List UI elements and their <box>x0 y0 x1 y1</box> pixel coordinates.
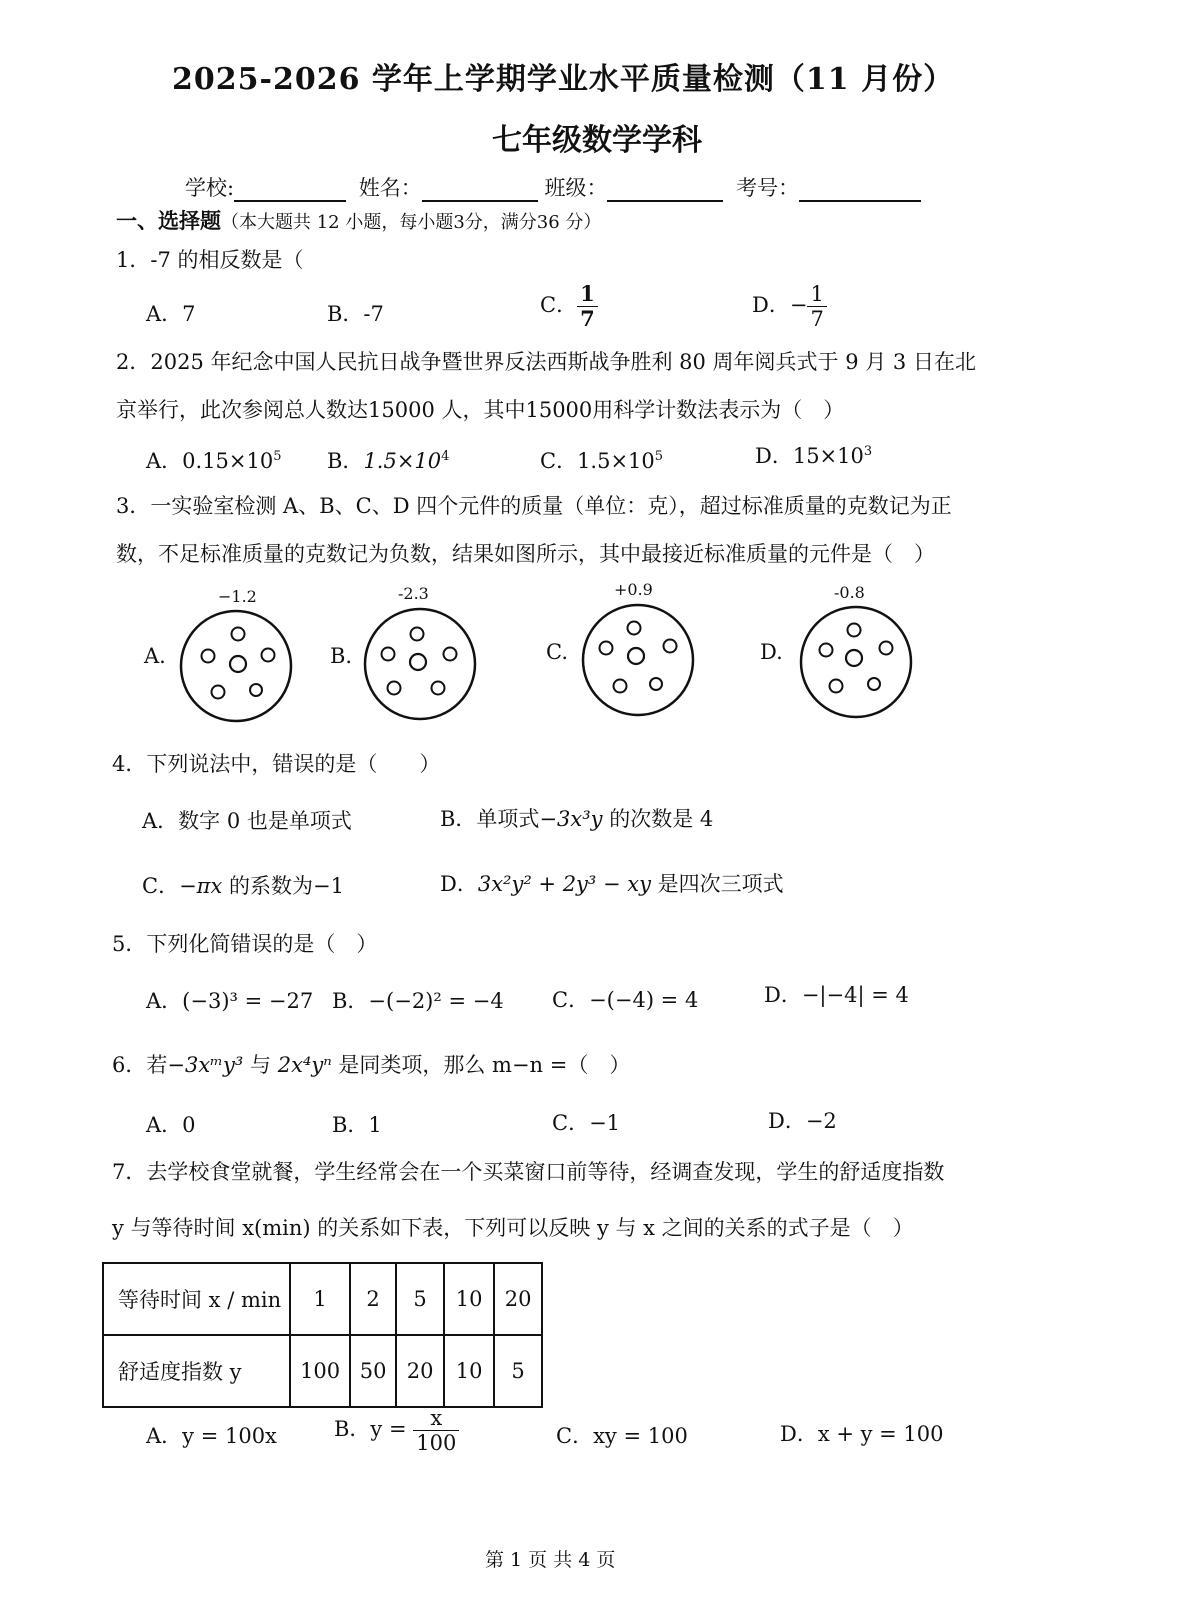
q4-d-expr: 3x²y² + 2y³ − xy <box>477 872 651 896</box>
exam-no-label: 考号： <box>736 176 800 200</box>
table-header-cell: 舒适度指数 y <box>103 1335 290 1407</box>
q4-c-expr: −πx <box>179 874 223 898</box>
q4-stem: 4．下列说法中，错误的是（ ） <box>112 752 441 776</box>
q1-d-numerator: 1 <box>807 282 826 307</box>
section-heading <box>116 205 601 235</box>
q4-option-d[interactable] <box>440 868 784 898</box>
q4-option-c[interactable] <box>142 870 344 900</box>
q7-option-a[interactable]: A．y = 100x <box>146 1424 277 1448</box>
q5-option-c[interactable]: C．−(−4) = 4 <box>552 988 699 1012</box>
q2-d-text: D．15×10 <box>755 444 864 468</box>
school-blank[interactable] <box>234 180 346 202</box>
q6-option-d[interactable]: D．−2 <box>768 1109 837 1133</box>
q1-stem: 1．-7 的相反数是（ <box>116 248 304 272</box>
q3-d-value: -0.8 <box>834 583 865 602</box>
q5-option-d[interactable]: D．−|−4| = 4 <box>764 983 909 1007</box>
school-label: 学校: <box>185 176 235 200</box>
table-row <box>103 1263 542 1335</box>
q7-b-numerator: x <box>413 1406 459 1431</box>
q2-option-a[interactable] <box>146 445 282 475</box>
q1-option-c[interactable] <box>540 282 598 331</box>
q1-c-denominator: 7 <box>580 306 595 332</box>
q3-b-value: -2.3 <box>398 584 429 603</box>
q2-a-text: A．0.15×10 <box>146 449 274 473</box>
q2-option-c[interactable] <box>540 445 663 475</box>
q6-stem-post: 是同类项，那么 m−n =（ ） <box>331 1053 631 1077</box>
table-cell: 20 <box>396 1335 444 1407</box>
table-cell: 5 <box>494 1335 542 1407</box>
q3-a-value: −1.2 <box>218 587 257 606</box>
table-cell: 5 <box>396 1263 444 1335</box>
class-blank[interactable] <box>607 180 723 202</box>
table-cell: 50 <box>350 1335 396 1407</box>
q7-option-d[interactable]: D．x + y = 100 <box>780 1422 944 1446</box>
q1-c-numerator: 1 <box>577 282 598 307</box>
q4-option-b[interactable] <box>440 803 713 833</box>
table-row <box>103 1335 542 1407</box>
q2-b-exp: 4 <box>441 449 450 464</box>
info-fields-row <box>185 172 921 202</box>
q6-option-a[interactable]: A．0 <box>146 1113 196 1137</box>
q6-stem-pre: 6．若 <box>112 1053 168 1077</box>
table-cell: 100 <box>290 1335 350 1407</box>
q6-option-c[interactable]: C．−1 <box>552 1111 621 1135</box>
q1-option-a[interactable]: A．7 <box>146 302 196 326</box>
component-c-diagram <box>580 602 696 718</box>
component-a-diagram <box>178 608 294 724</box>
q2-d-exp: 3 <box>863 444 873 459</box>
q7-option-c[interactable]: C．xy = 100 <box>556 1424 688 1448</box>
section-note: （本大题共 12 小题，每小题3分，满分36 分） <box>221 212 602 233</box>
q7-data-table <box>102 1262 543 1408</box>
q2-line2: 京举行，此次参阅总人数达15000 人，其中15000用科学计数法表示为（ ） <box>116 398 845 422</box>
q7-option-b[interactable] <box>334 1406 459 1455</box>
q4-c-pre: C． <box>142 874 180 898</box>
q4-c-post: 的系数为−1 <box>222 874 344 898</box>
q5-stem: 5．下列化简错误的是（ ） <box>112 932 378 956</box>
q1-d-denominator: 7 <box>810 307 824 332</box>
q3-c-value: +0.9 <box>614 580 653 599</box>
table-cell: 10 <box>444 1263 494 1335</box>
q2-c-text: C．1.5×10 <box>540 449 655 473</box>
q1-d-prefix: D．− <box>752 293 808 318</box>
q7-b-pre: B．y = <box>334 1417 407 1442</box>
component-d-diagram <box>798 604 914 720</box>
q3-line1: 3．一实验室检测 A、B、C、D 四个元件的质量（单位：克），超过标准质量的克数记为正 <box>116 494 952 518</box>
q7-b-denominator: 100 <box>416 1431 457 1456</box>
q6-expr2: 2x⁴yⁿ <box>277 1053 332 1077</box>
name-label: 姓名： <box>358 176 422 200</box>
q4-b-pre: B．单项式 <box>440 807 540 831</box>
q2-line1: 2．2025 年纪念中国人民抗日战争暨世界反法西斯战争胜利 80 周年阅兵式于 9 月 3 日在北 <box>116 350 976 374</box>
q6-stem-mid: 与 <box>243 1053 278 1077</box>
table-cell: 10 <box>444 1335 494 1407</box>
q2-c-exp: 5 <box>654 449 664 464</box>
q3-option-c-letter[interactable]: C. <box>546 640 568 664</box>
q4-d-pre: D． <box>440 872 478 896</box>
q2-b-prefix: B． <box>327 449 364 473</box>
table-cell: 1 <box>290 1263 350 1335</box>
q6-stem <box>112 1049 630 1079</box>
exam-no-blank[interactable] <box>799 180 921 202</box>
q4-b-post: 的次数是 4 <box>602 807 714 831</box>
q3-line2: 数，不足标准质量的克数记为负数，结果如图所示，其中最接近标准质量的元件是（ ） <box>116 542 935 566</box>
q3-option-b-letter[interactable]: B. <box>330 644 353 668</box>
page-number: 第 1 页 共 4 页 <box>485 1549 616 1571</box>
q7-line2: y 与等待时间 x(min) 的关系如下表，下列可以反映 y 与 x 之间的关系的式子是（ ） <box>112 1216 914 1240</box>
exam-subtitle: 七年级数学学科 <box>492 123 702 158</box>
q4-d-post: 是四次三项式 <box>651 872 784 896</box>
q6-expr1: −3xᵐy³ <box>167 1053 244 1077</box>
section-title: 一、选择题 <box>116 208 221 233</box>
q2-option-d[interactable] <box>755 440 872 470</box>
q5-option-b[interactable]: B．−(−2)² = −4 <box>332 989 504 1013</box>
q1-option-b[interactable]: B．-7 <box>327 302 384 326</box>
q7-line1: 7．去学校食堂就餐，学生经常会在一个买菜窗口前等待，经调查发现，学生的舒适度指数 <box>112 1160 945 1184</box>
q3-option-d-letter[interactable]: D. <box>760 640 783 664</box>
q1-option-d[interactable] <box>752 282 827 331</box>
table-header-cell: 等待时间 x / min <box>103 1263 290 1335</box>
q2-a-exp: 5 <box>273 449 282 464</box>
q4-b-expr: −3x³y <box>539 807 603 831</box>
q6-option-b[interactable]: B．1 <box>332 1113 382 1137</box>
q5-option-a[interactable]: A．(−3)³ = −27 <box>146 989 314 1013</box>
class-label: 班级： <box>544 176 608 200</box>
q2-b-text: 1.5×10 <box>363 449 442 473</box>
table-cell: 20 <box>494 1263 542 1335</box>
q4-option-a[interactable]: A．数字 0 也是单项式 <box>142 809 352 833</box>
table-cell: 2 <box>350 1263 396 1335</box>
component-b-diagram <box>362 606 478 722</box>
exam-title: 2025-2026 学年上学期学业水平质量检测（11 月份） <box>172 62 955 97</box>
name-blank[interactable] <box>422 180 538 202</box>
q3-option-a-letter[interactable]: A. <box>144 644 166 668</box>
q1-c-prefix: C． <box>540 293 578 318</box>
q2-option-b[interactable] <box>327 445 449 475</box>
